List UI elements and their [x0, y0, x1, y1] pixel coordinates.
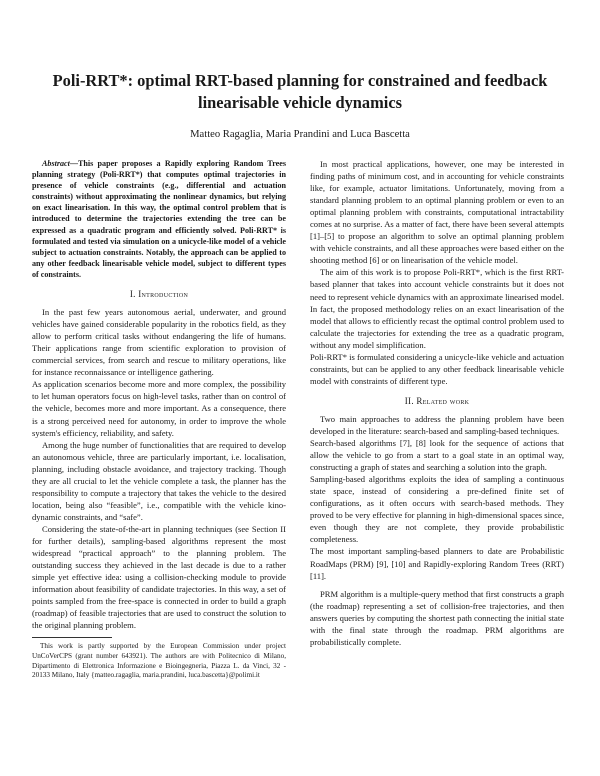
paragraph: PRM algorithm is a multiple-query method that first constructs a graph (the roadmap) representing a set of collision-free trajectories, and then answers queries by computing the shortest path connecting the initial state with the final state through the roadmap. PRM algorithms are probabilistically complete. — [310, 588, 564, 647]
abstract-label: Abstract — [42, 159, 70, 168]
left-column — [32, 158, 286, 681]
paragraph: Considering the state-of-the-art in planning techniques (see Section II for further details), sampling-based algorithms represent the most widespread “practical approach” to the planning problem. The outstanding success they achieved in the last decade is due to a rather simple yet effective idea: using a collision-checking module to provide information about feasibility of candidate trajectories. In this way, a set of points sampled from the free-space is connected in order to build a graph (roadmap) of feasible trajectories that are used to construct the solution to the original planning problem. — [32, 523, 286, 631]
paragraph: The most important sampling-based planners to date are Probabilistic RoadMaps (PRM) [9], [10] and Rapidly-exploring Random Trees (RRT) [11]. — [310, 546, 564, 581]
footnote: This work is partly supported by the European Commission under project UnCoVerCPS (grant number 643921). The authors are with Politecnico di Milano, Dipartimento di Elettronica Informazione e Bioingegneria, Piazza L. da Vinci, 32 - 20133 Milano, Italy {matteo.ragaglia, maria.prandini, luca.bascetta}@polimi.it — [32, 642, 286, 680]
section-heading-related-work: II. Related work — [404, 395, 470, 406]
paragraph: The aim of this work is to propose Poli-RRT*, which is the first RRT-based planner that takes into account vehicle constraints but it does not need to represent vehicle dynamics with an approximate linearised model. In fact, the proposed methodology relies on an exact linearisation of the model that allows to efficiently recast the optimal control problem used to calculate the trajectories for extending the tree as a quadratic program, without any model simplification. — [310, 267, 564, 350]
paragraph: In the past few years autonomous aerial, underwater, and ground vehicles have gained considerable popularity in the robotics field, as they allow to perform critical tasks without endangering the life of humans. Their applications range from scientific exploration to provision of commercial services, from search and rescue to military operations, like for instance reconnaissance or intelligence gathering. — [32, 307, 286, 378]
abstract: Abstract—This paper proposes a Rapidly exploring Random Trees planning strategy (Poli-RRT*) that computes optimal trajectories in presence of vehicle constraints (e.g., differential and actuation constraints) without approximating the nonlinear dynamics, but relying on exact linearisation. In this way, the optimal control problem that is introduced to determine the trajectories extending the tree can be expressed as a quadratic program and efficiently solved. Poli-RRT* is formulated and tested via simulation on a unicycle-like model of a vehicle subject to actuation constraints. Notably, the approach can be applied to any other feedback linearisable vehicle model, subject to different types of constraints. — [32, 159, 286, 279]
abstract-text: This paper proposes a Rapidly exploring Random Trees planning strategy (Poli-RRT*) that computes optimal trajectories in presence of vehicle constraints (e.g., differential and actuation constraints) without approximating the nonlinear dynamics, but relying on exact linearisation. In this way, the optimal control problem that is introduced to determine the trajectories extending the tree can be expressed as a quadratic program and efficiently solved. Poli-RRT* is formulated and tested via simulation on a unicycle-like model of a vehicle subject to actuation constraints. Notably, the approach can be applied to any other feedback linearisable vehicle model, subject to different types of constraints. — [32, 159, 286, 279]
paragraph: As application scenarios become more and more complex, the possibility to let human operators focus on high-level tasks, rather than on control of the vehicle, becomes more and more important. As a consequence, there is a strong perceived need for autonomy, in order to improve the whole system's efficiency, reliability, and safety. — [32, 379, 286, 438]
right-column — [310, 158, 564, 648]
footnote-divider — [32, 637, 112, 638]
author-list: Matteo Ragaglia, Maria Prandini and Luca Bascetta — [190, 129, 410, 140]
paragraph: Among the huge number of functionalities that are required to develop an autonomous vehicle, three are particularly important, i.e. localisation, planning, including obstacle avoidance, and trajectory tracking. Though they are all crucial to let the vehicle complete a task, the planner has the responsibility to compute a trajectory that takes the vehicle to the desired location, being also “feasible”, i.e., compatible with the vehicle kino-dynamic constraints, and “safe”. — [32, 439, 286, 522]
paragraph: Two main approaches to address the planning problem have been developed in the literature: search-based and sampling-based techniques. — [310, 413, 564, 436]
section-heading-introduction: I. Introduction — [129, 289, 189, 300]
paragraph: Sampling-based algorithms exploits the idea of sampling a continuous state space, instead of considering a pre-defined finite set of configurations, as it often occurs with search-based methods. They proved to be very effective for planning in high-dimensional spaces since, even though they are not complete, they provide probabilistic completeness. — [310, 474, 564, 545]
paragraph: Search-based algorithms [7], [8] look for the sequence of actions that allow the vehicle to go from a start to a goal state in an optimal way, constructing a graph of states and searching a solution into the graph. — [310, 438, 564, 473]
paragraph: In most practical applications, however, one may be interested in finding paths of minimum cost, and in accounting for vehicle constraints like, for example, actuator limitations. Unfortunately, moving from a standard planning problem to an optimal planning problem or even to an optimal planning problem with constraints, computational intractability comes at no surprise. As a matter of fact, there have been several attempts [1]–[5] to propose an algorithm to solve an optimal planning problem with vehicle constraints, and all these approaches were based either on the shooting method [6] or on linearisation of the vehicle model. — [310, 159, 564, 266]
paper-title: Poli-RRT*: optimal RRT-based planning for constrained and feedback linearisable vehicle dynamics — [52, 71, 548, 112]
paragraph: Poli-RRT* is formulated considering a unicycle-like vehicle and actuation constraints, but can be applied to any other feedback linearisable vehicle model with constraints of different type. — [310, 351, 564, 386]
